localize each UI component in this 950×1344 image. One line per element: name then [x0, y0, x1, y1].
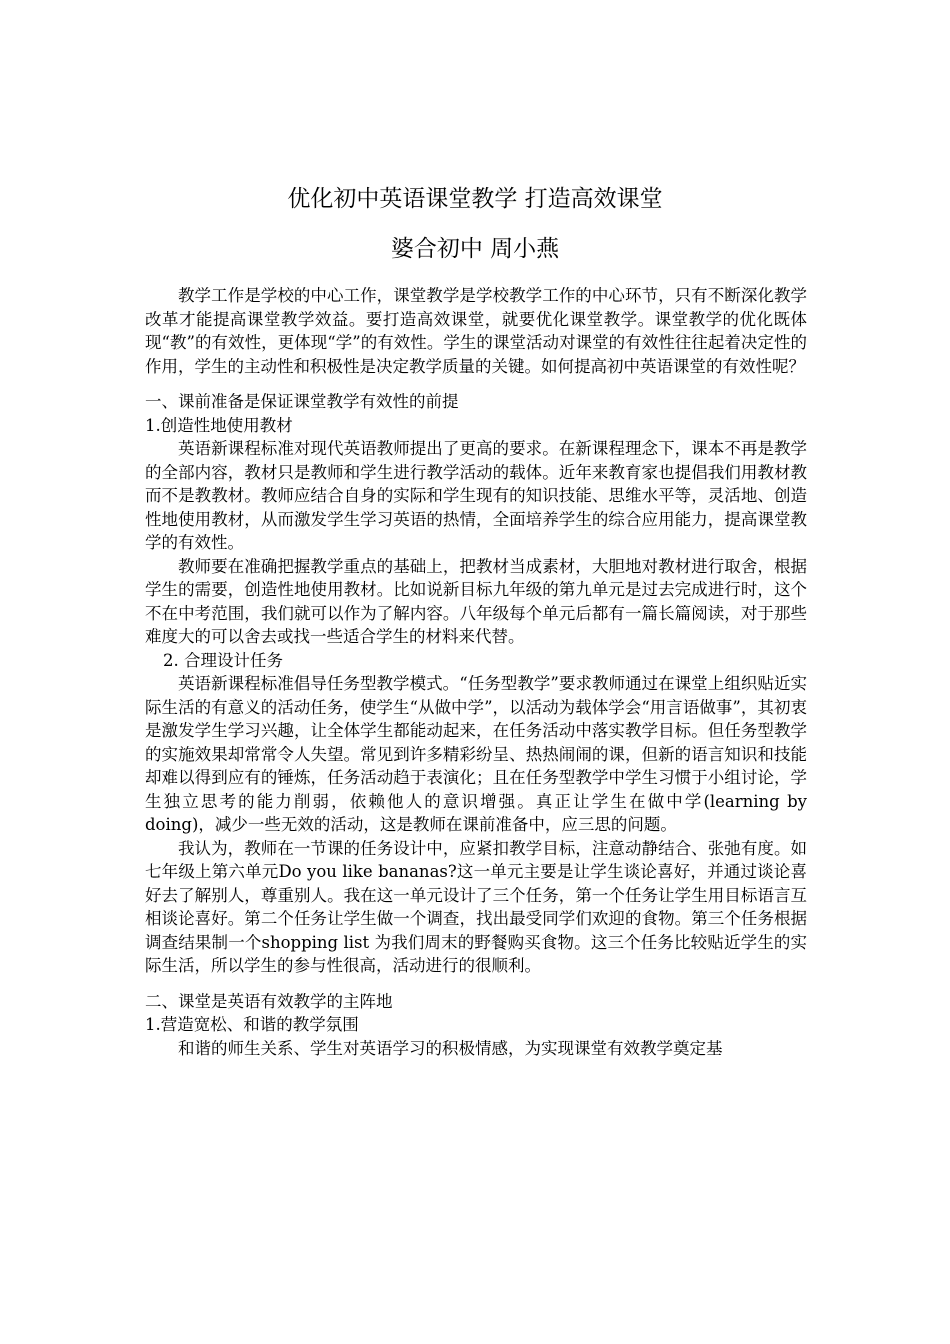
body-paragraph: 教师要在准确把握教学重点的基础上，把教材当成素材，大胆地对教材进行取舍，根据学生的需要，创造性地使用教材。比如说新目标九年级的第九单元是过去完成进行时，这个不在中考范围，我们就可以作为了解内容。八年级每个单元后都有一篇长篇阅读，对于那些难度大的可以舍去或找一些适合学生的材料来代替。 — [145, 556, 807, 646]
document-author: 婆合初中 周小燕 — [390, 236, 560, 262]
document-title: 优化初中英语课堂教学 打造高效课堂 — [287, 186, 663, 212]
intro-paragraph: 教学工作是学校的中心工作，课堂教学是学校教学工作的中心环节，只有不断深化教学改革才能提高课堂教学效益。要打造高效课堂，就要优化课堂教学。课堂教学的优化既体现“教”的有效性，更体现“学”的有效性。学生的课堂活动对课堂的有效性往往起着决定性的作用，学生的主动性和积极性是决定教学质量的关键。如何提高初中英语课堂的有效性呢？ — [145, 286, 807, 376]
body-paragraph: 英语新课程标准倡导任务型教学模式。“任务型教学”要求教师通过在课堂上组织贴近实际生活的有意义的活动任务，使学生“从做中学”，以活动为载体学会“用言语做事”，其初衷是激发学生学习兴趣，让全体学生都能动起来，在任务活动中落实教学目标。但任务型教学的实施效果却常常令人失望。常见到许多精彩纷呈、热热闹闹的课，但新的语言知识和技能却难以得到应有的锤炼，任务活动趋于表演化；且在任务型教学中学生习惯于小组讨论，学生独立思考的能力削弱，依赖他人的意识增强。真正让学生在做中学(learning by doing)，减少一些无效的活动，这是教师在课前准备中，应三思的问题。 — [145, 674, 807, 834]
subsection-heading-2-1: 1.营造宽松、和谐的教学氛围 — [145, 1015, 359, 1034]
body-paragraph: 和谐的师生关系、学生对英语学习的积极情感，为实现课堂有效教学奠定基 — [178, 1038, 723, 1058]
subsection-heading-1-1: 1.创造性地使用教材 — [145, 415, 293, 435]
document-body — [145, 284, 807, 1060]
section-heading-2: 二、课堂是英语有效教学的主阵地 — [145, 991, 393, 1011]
body-paragraph: 我认为，教师在一节课的任务设计中，应紧扣教学目标，注意动静结合、张弛有度。如七年级上第六单元Do you like bananas?这一单元主要是让学生谈论喜好，并通过谈论喜好去了解别人，尊重别人。我在这一单元设计了三个任务，第一个任务让学生用目标语言互相谈论喜好。第二个任务让学生做一个调查，找出最受同学们欢迎的食物。第三个任务根据调查结果制一个shopping list 为我们周末的野餐购买食物。这三个任务比较贴近学生的实际生活，所以学生的参与性很高，活动进行的很顺利。 — [145, 838, 807, 975]
subsection-heading-1-2: 2. 合理设计任务 — [163, 650, 283, 670]
body-paragraph: 英语新课程标准对现代英语教师提出了更高的要求。在新课程理念下，课本不再是教学的全部内容，教材只是教师和学生进行教学活动的载体。近年来教育家也提倡我们用教材教而不是教教材。教师应结合自身的实际和学生现有的知识技能、思维水平等，灵活地、创造性地使用教材，从而激发学生学习英语的热情，全面培养学生的综合应用能力，提高课堂教学的有效性。 — [145, 439, 807, 552]
section-heading-1: 一、课前准备是保证课堂教学有效性的前提 — [145, 392, 459, 411]
